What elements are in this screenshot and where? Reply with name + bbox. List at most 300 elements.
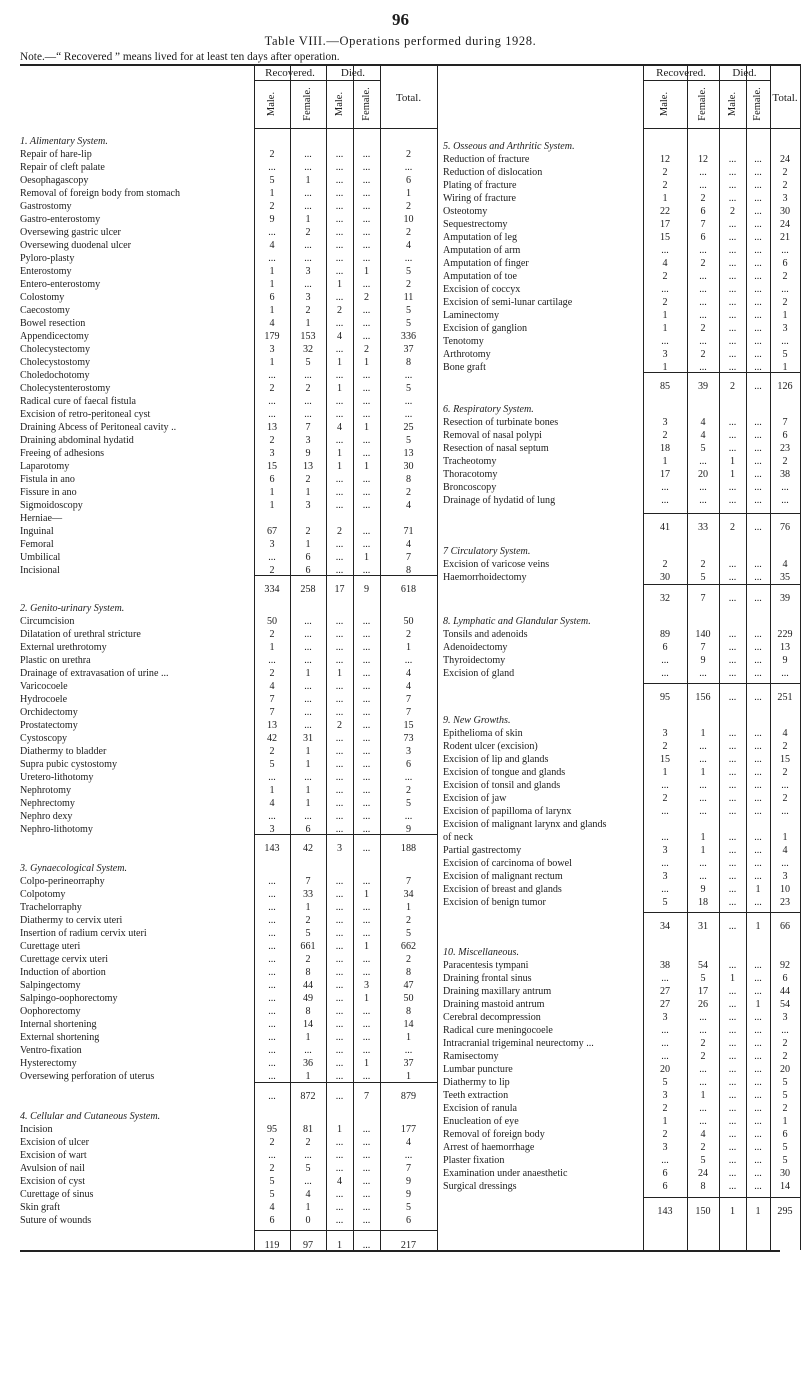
recovered-female-cell: ... <box>699 1116 707 1127</box>
total-cell: 2 <box>405 279 412 290</box>
died-male-cell: ... <box>728 728 737 739</box>
operation-label: Plastic on urethra <box>20 655 91 666</box>
operation-label: Internal shortening <box>20 1019 97 1030</box>
left-row <box>20 992 437 1005</box>
operation-label: Enucleation of eye <box>443 1116 519 1127</box>
recovered-female-cell: ... <box>699 284 707 295</box>
operation-label: Excision of jaw <box>443 793 507 804</box>
died-female-cell: ... <box>362 227 371 238</box>
total-cell: 24 <box>779 219 791 230</box>
recovered-female-cell: 2 <box>305 305 311 316</box>
recovered-female-cell: 14 <box>302 1019 314 1030</box>
recovered-female-cell: 1 <box>305 1202 311 1213</box>
died-female-cell: 1 <box>363 941 370 952</box>
died-male-cell: 17 <box>334 584 345 595</box>
right-row <box>443 1180 800 1193</box>
recovered-female-cell: ... <box>699 167 707 178</box>
recovered-female-cell: ... <box>699 741 707 752</box>
left-row <box>20 940 437 953</box>
recovered-male-cell: 2 <box>662 1103 668 1114</box>
recovered-female-cell: 2 <box>700 258 706 269</box>
right-subtotal-rule-5 <box>643 1197 800 1198</box>
operation-label: Herniae— <box>20 513 63 524</box>
right-row <box>443 792 800 805</box>
left-row <box>20 356 437 369</box>
died-male-cell: ... <box>335 967 344 978</box>
operation-label: Oversewing gastric ulcer <box>20 227 121 238</box>
died-male-cell: ... <box>728 258 737 269</box>
total-cell: 2 <box>782 167 788 178</box>
died-female-cell: 9 <box>363 584 370 595</box>
died-female-cell: ... <box>754 858 762 869</box>
total-cell: 1 <box>782 362 788 373</box>
died-female-cell: ... <box>362 843 371 854</box>
died-female-cell: ... <box>362 318 371 329</box>
died-male-cell: ... <box>335 746 344 757</box>
operation-label: Excision of ganglion <box>443 323 528 334</box>
died-female-cell: ... <box>362 1240 371 1251</box>
total-cell: 8 <box>405 357 412 368</box>
died-female-cell: ... <box>362 668 371 679</box>
left-row <box>20 291 437 304</box>
operation-label: Caecostomy <box>20 305 70 316</box>
operation-label: Avulsion of nail <box>20 1163 85 1174</box>
recovered-male-cell: 3 <box>662 871 668 882</box>
operation-label: Excision of ranula <box>443 1103 517 1114</box>
died-male-cell: ... <box>728 884 737 895</box>
recovered-female-cell: 5 <box>305 357 311 368</box>
operation-label: Orchidectomy <box>20 707 78 718</box>
recovered-male-cell: ... <box>268 552 276 563</box>
died-male-cell: ... <box>335 642 344 653</box>
recovered-female-cell: 2 <box>700 1142 706 1153</box>
died-female-cell: ... <box>754 1142 762 1153</box>
total-cell: 44 <box>779 986 791 997</box>
right-total-row <box>443 1205 800 1218</box>
died-female-cell: 1 <box>755 921 761 932</box>
operation-label: Sequestrectomy <box>443 219 508 230</box>
died-male-cell: ... <box>335 214 344 225</box>
operation-label: Incision <box>20 1124 53 1135</box>
died-male-cell: ... <box>728 845 737 856</box>
recovered-male-cell: 143 <box>657 1206 673 1217</box>
died-male-cell: ... <box>335 824 344 835</box>
right-row <box>443 959 800 972</box>
recovered-male-cell: ... <box>268 993 276 1004</box>
total-cell: 10 <box>403 214 414 225</box>
total-cell: 35 <box>779 572 791 583</box>
recovered-male-cell: ... <box>268 1058 276 1069</box>
recovered-female-cell: 6 <box>700 206 706 217</box>
died-female-cell: ... <box>754 180 762 191</box>
died-female-cell: ... <box>362 707 371 718</box>
recovered-female-cell: ... <box>304 642 312 653</box>
operation-label: Plaster fixation <box>443 1155 505 1166</box>
recovered-male-cell: 3 <box>662 1090 668 1101</box>
died-female-cell: ... <box>362 539 371 550</box>
right-row <box>443 766 800 779</box>
recovered-female-cell: ... <box>699 245 707 256</box>
recovered-female-cell: 1 <box>305 487 311 498</box>
right-row <box>443 883 800 896</box>
died-male-cell: ... <box>728 430 737 441</box>
recovered-male-cell: 1 <box>269 357 275 368</box>
operation-label: Oophorectomy <box>20 1006 81 1017</box>
operation-label: Hysterectomy <box>20 1058 77 1069</box>
died-female-cell: ... <box>754 206 762 217</box>
right-row <box>443 361 800 374</box>
total-cell: 5 <box>405 1202 412 1213</box>
recovered-male-cell: 1 <box>662 456 668 467</box>
died-female-cell: ... <box>754 522 762 533</box>
recovered-male-cell: ... <box>661 1051 669 1062</box>
died-female-cell: ... <box>754 559 762 570</box>
total-cell: ... <box>404 772 413 783</box>
died-female-cell: ... <box>754 1155 762 1166</box>
left-total-row <box>20 842 437 855</box>
died-male-cell: ... <box>728 1025 737 1036</box>
recovered-female-cell: 156 <box>695 692 711 703</box>
left-recovered-header: Recovered. <box>265 67 315 79</box>
died-female-cell: ... <box>362 759 371 770</box>
right-male-header-2: Male. <box>726 91 738 117</box>
recovered-female-cell: 7 <box>305 876 311 887</box>
died-female-cell: ... <box>754 193 762 204</box>
total-cell: 38 <box>779 469 791 480</box>
operation-label: Arrest of haemorrhage <box>443 1142 535 1153</box>
right-row <box>443 1154 800 1167</box>
died-female-cell: 1 <box>363 1058 370 1069</box>
died-female-cell: ... <box>754 572 762 583</box>
left-row <box>20 979 437 992</box>
died-female-cell: ... <box>362 1215 371 1226</box>
died-female-cell: ... <box>754 741 762 752</box>
total-cell: 8 <box>405 474 412 485</box>
total-cell: 2 <box>405 149 412 160</box>
died-male-cell: ... <box>335 201 344 212</box>
recovered-female-cell: 33 <box>697 522 709 533</box>
right-row <box>443 309 800 322</box>
died-male-cell: ... <box>728 986 737 997</box>
total-cell: 188 <box>400 843 417 854</box>
died-female-cell: ... <box>362 616 371 627</box>
recovered-male-cell: 17 <box>659 469 671 480</box>
recovered-female-cell: 1 <box>305 1071 311 1082</box>
total-cell: 336 <box>400 331 417 342</box>
died-male-cell: ... <box>335 409 344 420</box>
died-male-cell: 1 <box>729 1206 736 1217</box>
died-male-cell: 2 <box>336 526 343 537</box>
total-cell: 2 <box>405 227 412 238</box>
total-cell: 4 <box>405 681 412 692</box>
recovered-female-cell: ... <box>304 253 312 264</box>
left-row <box>20 135 437 148</box>
operation-label: Lumbar puncture <box>443 1064 513 1075</box>
left-row <box>20 525 437 538</box>
died-male-cell: ... <box>335 733 344 744</box>
recovered-male-cell: 50 <box>266 616 278 627</box>
died-male-cell: ... <box>335 175 344 186</box>
total-cell: 7 <box>405 694 412 705</box>
operation-label: Diathermy to bladder <box>20 746 107 757</box>
died-female-cell: ... <box>362 201 371 212</box>
died-female-cell: ... <box>362 785 371 796</box>
total-cell: ... <box>781 336 789 347</box>
operation-label: Prostatectomy <box>20 720 78 731</box>
recovered-male-cell: ... <box>661 780 669 791</box>
died-male-cell: ... <box>728 167 737 178</box>
died-female-cell: ... <box>362 409 371 420</box>
operation-label: Excision of benign tumor <box>443 897 546 908</box>
recovered-female-cell: ... <box>304 370 312 381</box>
died-male-cell: ... <box>728 154 737 165</box>
recovered-female-cell: ... <box>699 271 707 282</box>
died-female-cell: ... <box>754 1090 762 1101</box>
recovered-female-cell: 872 <box>300 1091 316 1102</box>
left-row <box>20 1057 437 1070</box>
right-row <box>443 231 800 244</box>
died-female-cell: ... <box>754 271 762 282</box>
operation-label: Excision of carcinoma of bowel <box>443 858 572 869</box>
total-cell: 217 <box>400 1240 417 1251</box>
recovered-male-cell: 2 <box>269 565 275 576</box>
recovered-male-cell: 27 <box>659 999 671 1010</box>
died-female-cell: ... <box>754 430 762 441</box>
left-row <box>20 252 437 265</box>
operation-label: Curettage cervix uteri <box>20 954 108 965</box>
died-female-cell: ... <box>754 258 762 269</box>
right-female-header-3: Female. <box>752 87 763 121</box>
operation-label: Thyroidectomy <box>443 655 506 666</box>
recovered-female-cell: 9 <box>700 884 706 895</box>
operation-label: Curettage uteri <box>20 941 81 952</box>
total-cell: 5 <box>405 305 412 316</box>
recovered-female-cell: ... <box>699 1064 707 1075</box>
recovered-female-cell: ... <box>699 456 707 467</box>
died-male-cell: ... <box>728 1090 737 1101</box>
died-female-cell: ... <box>362 811 371 822</box>
right-row <box>443 270 800 283</box>
recovered-female-cell: 44 <box>302 980 314 991</box>
left-row <box>20 304 437 317</box>
died-female-cell: ... <box>754 642 762 653</box>
died-female-cell: ... <box>754 832 762 843</box>
recovered-female-cell: ... <box>304 655 312 666</box>
total-cell: 7 <box>405 552 412 563</box>
operation-label: Removal of nasal polypi <box>443 430 542 441</box>
total-cell: 2 <box>782 297 788 308</box>
total-cell: 1 <box>782 310 788 321</box>
died-female-cell: 7 <box>363 1091 370 1102</box>
recovered-male-cell: 6 <box>662 642 668 653</box>
recovered-male-cell: 6 <box>662 1168 668 1179</box>
recovered-female-cell: 33 <box>302 889 314 900</box>
died-female-cell: ... <box>754 495 762 506</box>
died-male-cell: ... <box>728 629 737 640</box>
operation-label: Examination under anaesthetic <box>443 1168 568 1179</box>
recovered-male-cell: 1 <box>269 500 275 511</box>
died-male-cell: ... <box>728 232 737 243</box>
right-row <box>443 140 800 153</box>
operation-label: Salpingo-oophorectomy <box>20 993 118 1004</box>
recovered-male-cell: ... <box>661 245 669 256</box>
right-row <box>443 998 800 1011</box>
operation-label: Dilatation of urethral stricture <box>20 629 141 640</box>
left-row <box>20 434 437 447</box>
total-cell: 6 <box>405 1215 412 1226</box>
died-female-cell: ... <box>362 928 371 939</box>
died-male-cell: ... <box>728 1038 737 1049</box>
died-male-cell: 1 <box>729 973 736 984</box>
total-cell: 3 <box>782 193 788 204</box>
died-male-cell: ... <box>728 482 737 493</box>
recovered-male-cell: ... <box>268 1019 276 1030</box>
recovered-female-cell: 3 <box>305 292 311 303</box>
recovered-female-cell: 150 <box>695 1206 711 1217</box>
operation-label: Inguinal <box>20 526 54 537</box>
total-cell: 3 <box>782 871 788 882</box>
recovered-male-cell: 12 <box>659 154 671 165</box>
died-female-cell: ... <box>754 960 762 971</box>
total-cell: 1 <box>405 902 412 913</box>
recovered-male-cell: ... <box>268 889 276 900</box>
died-female-cell: ... <box>754 154 762 165</box>
died-female-cell: ... <box>754 1064 762 1075</box>
died-female-cell: ... <box>754 310 762 321</box>
died-male-cell: ... <box>728 1012 737 1023</box>
operation-label: Excision of coccyx <box>443 284 521 295</box>
recovered-male-cell: ... <box>268 396 276 407</box>
total-cell: 879 <box>400 1091 417 1102</box>
recovered-male-cell: 38 <box>659 960 671 971</box>
died-female-cell: ... <box>754 655 762 666</box>
recovered-male-cell: ... <box>661 1025 669 1036</box>
right-row <box>443 545 800 558</box>
died-male-cell: 2 <box>729 522 736 533</box>
right-row <box>443 192 800 205</box>
died-male-cell: ... <box>335 1215 344 1226</box>
died-female-cell: 3 <box>363 980 370 991</box>
operation-label: Removal of foreign body <box>443 1129 545 1140</box>
operation-label: Broncoscopy <box>443 482 497 493</box>
operation-label: Oversewing perforation of uterus <box>20 1071 155 1082</box>
operation-label: Excision of tonsil and glands <box>443 780 561 791</box>
recovered-female-cell: 81 <box>302 1124 314 1135</box>
recovered-male-cell: 15 <box>659 232 671 243</box>
died-male-cell: ... <box>335 811 344 822</box>
died-male-cell: ... <box>335 889 344 900</box>
died-male-cell: ... <box>728 495 737 506</box>
operation-label: Fistula in ano <box>20 474 75 485</box>
operation-label: Colostomy <box>20 292 65 303</box>
total-cell: 23 <box>779 897 791 908</box>
died-female-cell: ... <box>362 733 371 744</box>
right-row <box>443 615 800 628</box>
operation-label: Repair of cleft palate <box>20 162 105 173</box>
died-male-cell: ... <box>728 1181 737 1192</box>
total-cell: 4 <box>782 728 788 739</box>
recovered-male-cell: 1 <box>269 305 275 316</box>
operation-label: Wiring of fracture <box>443 193 517 204</box>
recovered-female-cell: 1 <box>305 759 311 770</box>
recovered-female-cell: 4 <box>700 1129 706 1140</box>
recovered-male-cell: ... <box>268 1150 276 1161</box>
died-male-cell: ... <box>335 474 344 485</box>
died-male-cell: ... <box>335 435 344 446</box>
recovered-male-cell: 3 <box>269 539 275 550</box>
died-male-cell: ... <box>335 188 344 199</box>
recovered-female-cell: 5 <box>305 928 311 939</box>
died-female-cell: ... <box>362 474 371 485</box>
died-male-cell: 1 <box>336 383 343 394</box>
operation-label: Radical cure meningocoele <box>443 1025 553 1036</box>
recovered-female-cell: ... <box>304 681 312 692</box>
died-male-cell: ... <box>728 960 737 971</box>
recovered-male-cell: 5 <box>269 1189 275 1200</box>
recovered-male-cell: 89 <box>659 629 671 640</box>
recovered-male-cell: 179 <box>264 331 280 342</box>
total-cell: ... <box>781 284 789 295</box>
operation-label: Skin graft <box>20 1202 61 1213</box>
recovered-female-cell: ... <box>699 793 707 804</box>
left-row <box>20 628 437 641</box>
died-male-cell: ... <box>335 162 344 173</box>
left-female-header-1: Female. <box>302 87 313 121</box>
recovered-female-cell: 7 <box>700 593 706 604</box>
left-row <box>20 538 437 551</box>
recovered-female-cell: ... <box>304 707 312 718</box>
recovered-female-cell: 9 <box>305 448 311 459</box>
total-cell: ... <box>404 1150 413 1161</box>
operation-label: of neck <box>443 832 473 843</box>
section-heading: 1. Alimentary System. <box>20 136 108 147</box>
operation-label: Thoracotomy <box>443 469 498 480</box>
right-subtotal-rule-1 <box>643 513 800 514</box>
recovered-male-cell: 13 <box>266 422 278 433</box>
operation-label: Excision of semi-lunar cartilage <box>443 297 573 308</box>
died-female-cell: ... <box>362 720 371 731</box>
total-cell: 6 <box>405 759 412 770</box>
died-female-cell: ... <box>362 526 371 537</box>
operation-label: Excision of papilloma of larynx <box>443 806 572 817</box>
left-row <box>20 667 437 680</box>
died-female-cell: ... <box>754 323 762 334</box>
total-cell: 2 <box>405 785 412 796</box>
operation-label: Gastrostomy <box>20 201 72 212</box>
recovered-female-cell: 2 <box>700 559 706 570</box>
recovered-female-cell: ... <box>304 409 312 420</box>
died-male-cell: ... <box>335 1045 344 1056</box>
recovered-female-cell: ... <box>699 1077 707 1088</box>
recovered-female-cell: ... <box>699 806 707 817</box>
recovered-male-cell: ... <box>661 1038 669 1049</box>
operation-label: Colpotomy <box>20 889 66 900</box>
operation-label: Amputation of leg <box>443 232 518 243</box>
died-male-cell: ... <box>728 1155 737 1166</box>
left-row <box>20 1188 437 1201</box>
died-male-cell: ... <box>335 954 344 965</box>
right-row <box>443 727 800 740</box>
recovered-male-cell: ... <box>268 253 276 264</box>
operation-label: Laminectomy <box>443 310 500 321</box>
section-heading: 10. Miscellaneous. <box>443 947 519 958</box>
left-row <box>20 226 437 239</box>
died-male-cell: ... <box>728 793 737 804</box>
right-row <box>443 1050 800 1063</box>
right-header-rule <box>643 128 800 129</box>
recovered-male-cell: ... <box>268 227 276 238</box>
total-cell: 14 <box>779 1181 791 1192</box>
